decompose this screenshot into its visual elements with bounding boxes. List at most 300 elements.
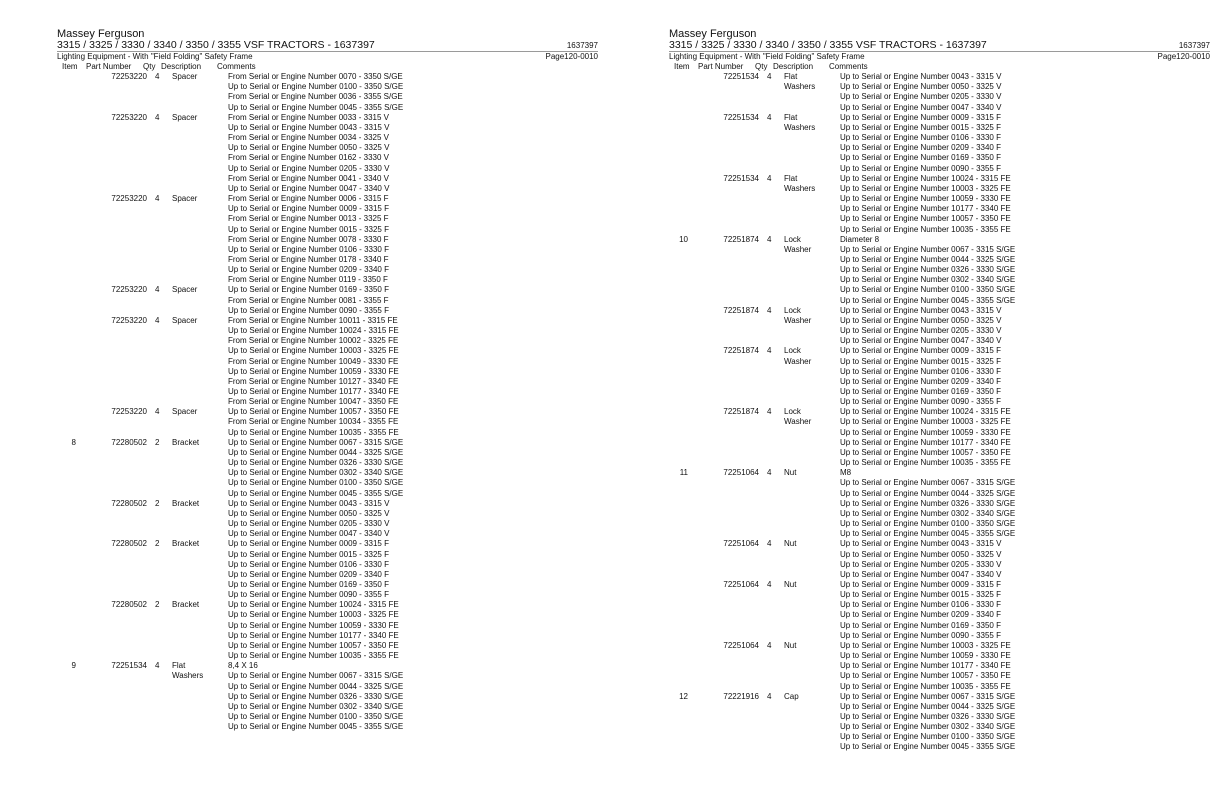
description: Nut xyxy=(784,468,797,478)
part-number xyxy=(85,712,147,722)
part-number xyxy=(85,214,147,224)
parts-row xyxy=(57,377,598,387)
parts-row xyxy=(669,265,1210,275)
parts-row xyxy=(669,417,1210,427)
comment: Up to Serial or Engine Number 0015 - 3325 F xyxy=(840,590,1001,600)
header-description: Description xyxy=(773,62,814,71)
description xyxy=(172,387,228,397)
quantity xyxy=(147,702,172,712)
parts-row xyxy=(669,407,1210,417)
comment: Up to Serial or Engine Number 10003 - 3325 FE xyxy=(840,183,1011,193)
quantity xyxy=(147,550,172,560)
description: Flat xyxy=(784,72,798,82)
quantity: 4 xyxy=(767,305,772,315)
comment: Up to Serial or Engine Number 10059 - 3330 FE xyxy=(840,651,1011,661)
quantity xyxy=(759,204,784,214)
description xyxy=(784,377,840,387)
part-number xyxy=(85,580,147,590)
part-number: 72253220 xyxy=(111,315,147,325)
comment: Up to Serial or Engine Number 0090 - 3355 F xyxy=(228,305,389,315)
comment: Up to Serial or Engine Number 0044 - 3325 S/GE xyxy=(840,254,1016,264)
comment: Up to Serial or Engine Number 0044 - 3325 S/GE xyxy=(840,488,1016,498)
item-number xyxy=(669,448,697,458)
item-number xyxy=(57,428,85,438)
quantity xyxy=(147,387,172,397)
description xyxy=(172,92,228,102)
comment: Up to Serial or Engine Number 0302 - 3340 S/GE xyxy=(840,508,1016,518)
quantity xyxy=(147,164,172,174)
description xyxy=(172,265,228,275)
description xyxy=(172,529,228,539)
quantity xyxy=(759,631,784,641)
part-number xyxy=(697,590,759,600)
comment: Up to Serial or Engine Number 0209 - 3340 F xyxy=(228,569,389,579)
item-number xyxy=(57,641,85,651)
comment: Up to Serial or Engine Number 10035 - 3355 FE xyxy=(840,224,1011,234)
item-number: 8 xyxy=(71,437,76,447)
item-number xyxy=(57,702,85,712)
comment: From Serial or Engine Number 0162 - 3330 V xyxy=(228,153,389,163)
item-number xyxy=(57,153,85,163)
quantity xyxy=(147,570,172,580)
quantity xyxy=(147,610,172,620)
comment: Up to Serial or Engine Number 10059 - 3330 FE xyxy=(228,366,399,376)
quantity xyxy=(759,621,784,631)
parts-row xyxy=(669,255,1210,265)
quantity xyxy=(147,722,172,732)
comment: Up to Serial or Engine Number 0067 - 3315 S/GE xyxy=(228,671,404,681)
comment: Up to Serial or Engine Number 0090 - 3355 F xyxy=(840,163,1001,173)
quantity xyxy=(759,265,784,275)
part-number xyxy=(85,296,147,306)
parts-row xyxy=(669,214,1210,224)
parts-row xyxy=(669,92,1210,102)
quantity xyxy=(147,184,172,194)
part-number xyxy=(697,458,759,468)
item-number xyxy=(669,570,697,580)
section-subtitle: Lighting Equipment - With "Field Folding" Safety Frame xyxy=(669,52,865,61)
part-number: 72280502 xyxy=(111,600,147,610)
item-number xyxy=(57,92,85,102)
page-reference: Page120-0010 xyxy=(1157,52,1210,61)
item-number xyxy=(57,468,85,478)
parts-row xyxy=(57,103,598,113)
part-number xyxy=(697,550,759,560)
comment: Up to Serial or Engine Number 10059 - 3330 FE xyxy=(840,194,1011,204)
quantity: 2 xyxy=(155,600,160,610)
comment: Up to Serial or Engine Number 0209 - 3340 F xyxy=(840,376,1001,386)
part-number xyxy=(697,326,759,336)
comment: Up to Serial or Engine Number 0015 - 3325 F xyxy=(840,122,1001,132)
quantity xyxy=(759,316,784,326)
comment: Up to Serial or Engine Number 10035 - 3355 FE xyxy=(840,458,1011,468)
part-number xyxy=(697,285,759,295)
description xyxy=(784,682,840,692)
part-number xyxy=(697,671,759,681)
header-part-number: Part Number xyxy=(86,62,132,71)
item-number xyxy=(57,519,85,529)
quantity: 4 xyxy=(155,285,160,295)
quantity xyxy=(759,610,784,620)
description xyxy=(784,519,840,529)
quantity xyxy=(759,489,784,499)
quantity xyxy=(759,245,784,255)
part-number xyxy=(697,417,759,427)
quantity xyxy=(759,519,784,529)
item-number xyxy=(57,489,85,499)
parts-row xyxy=(57,296,598,306)
item-number xyxy=(669,357,697,367)
parts-row xyxy=(669,458,1210,468)
item-number xyxy=(57,458,85,468)
parts-row xyxy=(57,722,598,732)
quantity xyxy=(759,92,784,102)
brand-title: Massey Ferguson xyxy=(57,28,145,40)
comment: Up to Serial or Engine Number 0015 - 3325 F xyxy=(228,224,389,234)
comment: Up to Serial or Engine Number 0015 - 3325 F xyxy=(840,356,1001,366)
item-number xyxy=(57,214,85,224)
part-number: 72251874 xyxy=(723,346,759,356)
quantity xyxy=(147,357,172,367)
part-number xyxy=(697,245,759,255)
item-number xyxy=(57,316,85,326)
parts-row xyxy=(669,123,1210,133)
part-number xyxy=(85,346,147,356)
quantity xyxy=(147,417,172,427)
parts-row xyxy=(669,550,1210,560)
part-number xyxy=(85,621,147,631)
quantity xyxy=(147,336,172,346)
description: Washers xyxy=(784,122,816,132)
comment: Up to Serial or Engine Number 0043 - 3315 V xyxy=(228,498,390,508)
part-number xyxy=(697,153,759,163)
description xyxy=(172,682,228,692)
item-number xyxy=(669,489,697,499)
description xyxy=(172,651,228,661)
comment: Up to Serial or Engine Number 10177 - 3340 FE xyxy=(840,661,1011,671)
item-number xyxy=(57,164,85,174)
parts-row xyxy=(57,458,598,468)
item-number xyxy=(669,732,697,742)
parts-row xyxy=(669,367,1210,377)
part-number xyxy=(85,519,147,529)
part-number xyxy=(697,712,759,722)
comment: Up to Serial or Engine Number 0106 - 3330 F xyxy=(840,600,1001,610)
quantity: 4 xyxy=(767,346,772,356)
quantity xyxy=(147,245,172,255)
parts-row xyxy=(669,357,1210,367)
parts-row xyxy=(669,570,1210,580)
part-number xyxy=(697,194,759,204)
part-number xyxy=(85,377,147,387)
item-number xyxy=(669,438,697,448)
item-number xyxy=(669,742,697,752)
quantity xyxy=(759,377,784,387)
description xyxy=(172,641,228,651)
comment: Up to Serial or Engine Number 0044 - 3325 S/GE xyxy=(228,681,404,691)
comment: From Serial or Engine Number 0006 - 3315 F xyxy=(228,194,389,204)
description xyxy=(172,570,228,580)
parts-row xyxy=(57,702,598,712)
item-number xyxy=(669,407,697,417)
item-number xyxy=(669,702,697,712)
item-number xyxy=(669,377,697,387)
item-number xyxy=(669,671,697,681)
comment: Up to Serial or Engine Number 0015 - 3325 F xyxy=(228,549,389,559)
description: Nut xyxy=(784,640,797,650)
document-number: 1637397 xyxy=(1178,41,1210,50)
item-number xyxy=(57,397,85,407)
quantity xyxy=(759,397,784,407)
part-number xyxy=(697,296,759,306)
item-number xyxy=(669,712,697,722)
quantity xyxy=(759,255,784,265)
description: Spacer xyxy=(172,407,198,417)
comment: From Serial or Engine Number 0041 - 3340 V xyxy=(228,173,389,183)
part-number xyxy=(85,468,147,478)
item-number xyxy=(57,113,85,123)
description xyxy=(172,377,228,387)
comment: Up to Serial or Engine Number 0209 - 3340 F xyxy=(840,610,1001,620)
item-number xyxy=(669,245,697,255)
description xyxy=(172,722,228,732)
description xyxy=(172,103,228,113)
comment: Up to Serial or Engine Number 0009 - 3315 F xyxy=(228,204,389,214)
parts-row xyxy=(669,732,1210,742)
item-number xyxy=(669,143,697,153)
part-number xyxy=(85,123,147,133)
quantity xyxy=(759,326,784,336)
header-item: Item xyxy=(62,62,78,71)
description xyxy=(784,722,840,732)
header-comments: Comments xyxy=(829,62,868,71)
part-number: 72251534 xyxy=(723,173,759,183)
header-qty: Qty xyxy=(143,62,156,71)
description xyxy=(784,448,840,458)
description xyxy=(784,499,840,509)
quantity xyxy=(147,235,172,245)
parts-row xyxy=(669,204,1210,214)
part-number xyxy=(697,682,759,692)
parts-row xyxy=(57,235,598,245)
parts-list xyxy=(669,72,1210,752)
part-number xyxy=(697,265,759,275)
part-number: 72251064 xyxy=(723,468,759,478)
description xyxy=(784,438,840,448)
comment: Up to Serial or Engine Number 0302 - 3340 S/GE xyxy=(840,275,1016,285)
part-number xyxy=(697,560,759,570)
item-number xyxy=(669,265,697,275)
parts-row xyxy=(669,194,1210,204)
description: Lock xyxy=(784,305,801,315)
comment: Up to Serial or Engine Number 10059 - 3330 FE xyxy=(228,620,399,630)
description xyxy=(784,489,840,499)
quantity xyxy=(147,133,172,143)
part-number xyxy=(85,357,147,367)
title-row xyxy=(57,40,598,52)
description: Flat xyxy=(172,661,186,671)
item-number xyxy=(669,174,697,184)
part-number: 72251064 xyxy=(723,539,759,549)
parts-row xyxy=(57,651,598,661)
parts-row xyxy=(669,326,1210,336)
description xyxy=(784,478,840,488)
parts-row xyxy=(57,133,598,143)
description: Bracket xyxy=(172,437,200,447)
comment: Up to Serial or Engine Number 0009 - 3315 F xyxy=(840,112,1001,122)
comment: Up to Serial or Engine Number 0090 - 3355 F xyxy=(840,397,1001,407)
item-number xyxy=(669,225,697,235)
parts-row xyxy=(669,245,1210,255)
parts-row xyxy=(669,103,1210,113)
comment: Up to Serial or Engine Number 0045 - 3355 S/GE xyxy=(840,742,1016,752)
item-number xyxy=(669,204,697,214)
parts-page-right xyxy=(669,28,1210,753)
quantity xyxy=(759,387,784,397)
quantity xyxy=(147,275,172,285)
part-number xyxy=(85,417,147,427)
item-number xyxy=(57,417,85,427)
quantity xyxy=(147,214,172,224)
parts-row xyxy=(57,610,598,620)
parts-row xyxy=(669,82,1210,92)
part-number: 72251064 xyxy=(723,579,759,589)
description xyxy=(172,367,228,377)
comment: Up to Serial or Engine Number 0009 - 3315 F xyxy=(228,539,389,549)
description xyxy=(784,103,840,113)
parts-row xyxy=(57,621,598,631)
comment: Up to Serial or Engine Number 0169 - 3350 F xyxy=(840,387,1001,396)
part-number xyxy=(85,631,147,641)
description xyxy=(172,174,228,184)
item-number xyxy=(669,82,697,92)
parts-row xyxy=(57,509,598,519)
description xyxy=(172,235,228,245)
quantity xyxy=(759,702,784,712)
part-number xyxy=(85,336,147,346)
parts-list xyxy=(57,72,598,732)
part-number xyxy=(85,692,147,702)
comment: Up to Serial or Engine Number 0045 - 3355 S/GE xyxy=(228,488,404,498)
item-number xyxy=(57,123,85,133)
description xyxy=(172,164,228,174)
comment: From Serial or Engine Number 0119 - 3350 F xyxy=(228,275,388,285)
parts-row xyxy=(669,296,1210,306)
quantity xyxy=(759,682,784,692)
item-number xyxy=(669,296,697,306)
part-number: 72253220 xyxy=(111,72,147,82)
comment: Up to Serial or Engine Number 0205 - 3330 V xyxy=(228,163,390,173)
parts-row xyxy=(669,590,1210,600)
quantity xyxy=(759,194,784,204)
item-number xyxy=(669,722,697,732)
item-number xyxy=(669,133,697,143)
description xyxy=(172,184,228,194)
comment: Up to Serial or Engine Number 0100 - 3350 S/GE xyxy=(840,732,1016,742)
quantity xyxy=(759,722,784,732)
part-number xyxy=(697,600,759,610)
item-number xyxy=(57,306,85,316)
description xyxy=(172,133,228,143)
description: Bracket xyxy=(172,600,200,610)
item-number xyxy=(669,367,697,377)
parts-row xyxy=(669,692,1210,702)
quantity xyxy=(759,671,784,681)
quantity: 4 xyxy=(767,539,772,549)
comment: Up to Serial or Engine Number 10035 - 3355 FE xyxy=(228,651,399,661)
parts-row xyxy=(669,682,1210,692)
comment: Up to Serial or Engine Number 10024 - 3315 FE xyxy=(228,600,399,610)
quantity xyxy=(147,255,172,265)
part-number: 72251534 xyxy=(723,112,759,122)
parts-row xyxy=(669,143,1210,153)
parts-row xyxy=(57,245,598,255)
part-number xyxy=(697,661,759,671)
part-number xyxy=(697,164,759,174)
comment: Up to Serial or Engine Number 0106 - 3330 F xyxy=(840,366,1001,376)
item-number xyxy=(57,225,85,235)
comment: Up to Serial or Engine Number 0043 - 3315 V xyxy=(840,72,1002,82)
part-number xyxy=(697,184,759,194)
part-number xyxy=(85,306,147,316)
comment: Up to Serial or Engine Number 0205 - 3330 V xyxy=(840,92,1002,102)
description xyxy=(784,204,840,214)
comment: Up to Serial or Engine Number 0067 - 3315 S/GE xyxy=(840,478,1016,488)
item-number: 12 xyxy=(679,691,688,701)
part-number xyxy=(85,428,147,438)
parts-row xyxy=(669,529,1210,539)
part-number xyxy=(697,529,759,539)
quantity xyxy=(147,225,172,235)
description xyxy=(784,326,840,336)
part-number xyxy=(85,509,147,519)
quantity: 4 xyxy=(767,579,772,589)
comment: Up to Serial or Engine Number 0326 - 3330 S/GE xyxy=(840,265,1016,275)
part-number: 72253220 xyxy=(111,407,147,417)
part-number xyxy=(697,357,759,367)
parts-row xyxy=(669,448,1210,458)
quantity xyxy=(759,600,784,610)
description xyxy=(784,336,840,346)
part-number xyxy=(697,610,759,620)
item-number xyxy=(669,499,697,509)
description xyxy=(784,651,840,661)
parts-row xyxy=(57,123,598,133)
subtitle-row xyxy=(669,52,1210,62)
part-number xyxy=(697,103,759,113)
parts-row xyxy=(669,621,1210,631)
comment: Up to Serial or Engine Number 0067 - 3315 S/GE xyxy=(840,244,1016,254)
item-number xyxy=(57,285,85,295)
parts-row xyxy=(57,478,598,488)
quantity xyxy=(147,123,172,133)
part-number xyxy=(85,671,147,681)
quantity: 4 xyxy=(155,194,160,204)
item-number xyxy=(57,550,85,560)
description: Spacer xyxy=(172,194,198,204)
parts-row xyxy=(57,448,598,458)
item-number xyxy=(57,194,85,204)
part-number xyxy=(85,448,147,458)
parts-row xyxy=(57,275,598,285)
parts-row xyxy=(57,671,598,681)
item-number: 11 xyxy=(679,468,688,478)
parts-row xyxy=(57,367,598,377)
comment: From Serial or Engine Number 10049 - 3330 FE xyxy=(228,356,399,366)
part-number xyxy=(697,377,759,387)
quantity xyxy=(147,448,172,458)
description xyxy=(172,346,228,356)
